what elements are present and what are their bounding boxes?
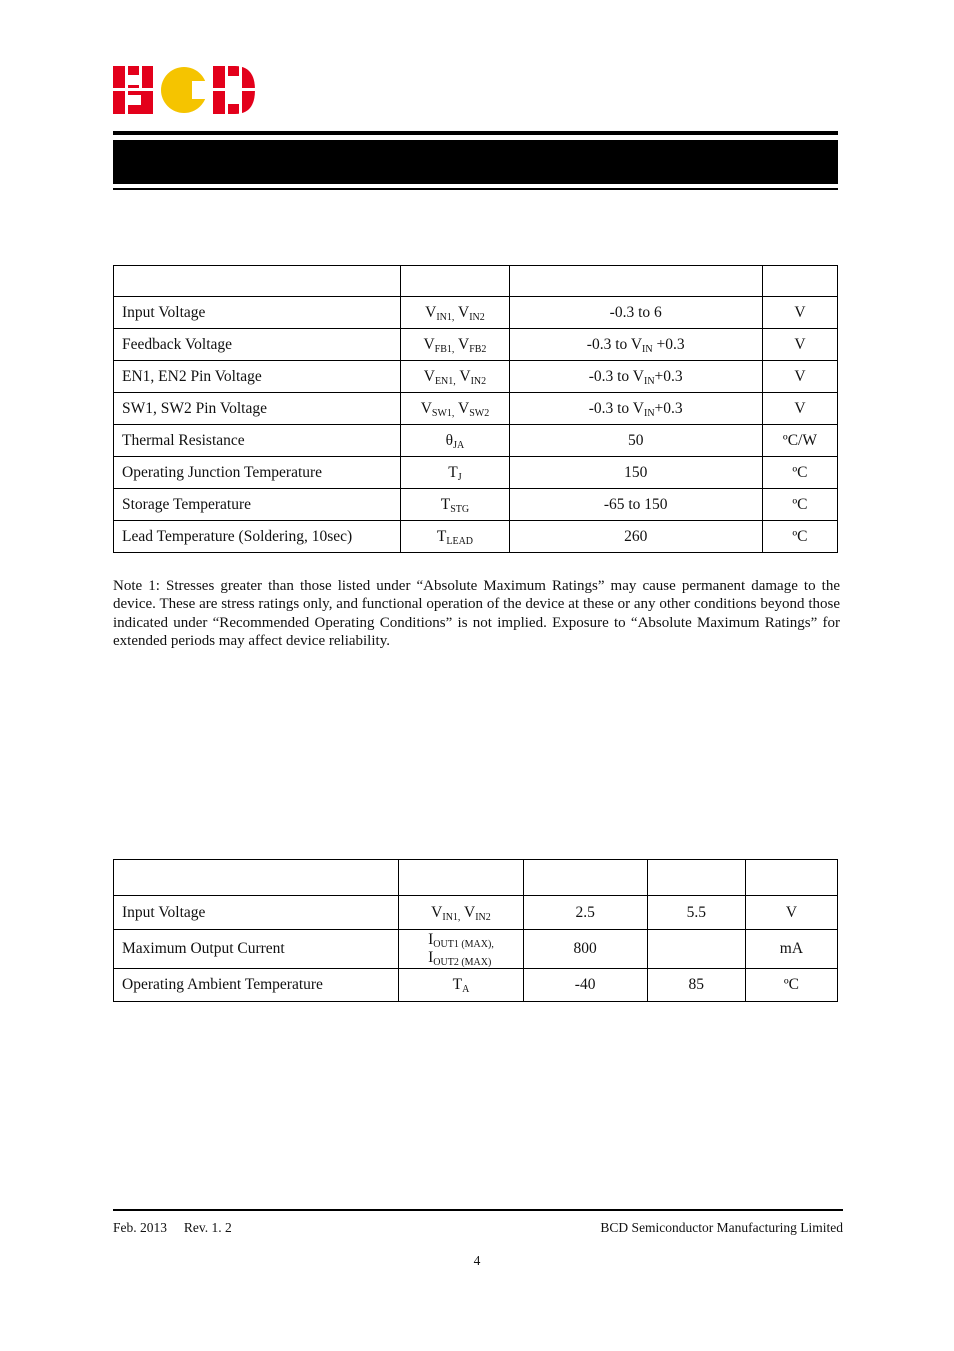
symbol-cell: $V_{IN1,}$ $V_{IN2}$ (401, 297, 509, 329)
value-cell: -0.3 to $V_{IN}+0.3$ (509, 393, 762, 425)
note-paragraph: Note 1: Stresses greater than those listed under “Absolute Maximum Ratings” may cause permanent damage to the device. These are stress ratings only, and functional operation of the device at these or any other conditions beyond those indicated under “Recommended Operating Conditions” is not implied. Exposure to “Absolute Maximum Ratings” for extended periods may affect device reliability. (113, 578, 840, 650)
unit-cell: V (762, 329, 837, 361)
parameter-cell: Input Voltage (114, 297, 401, 329)
header-black-bar (113, 140, 838, 184)
parameter-cell: Maximum Output Current (114, 930, 399, 969)
header-cell (509, 266, 762, 297)
max-cell (647, 930, 745, 969)
table-row (114, 896, 838, 930)
header-cell (647, 860, 745, 896)
unit-cell: ºC (762, 521, 837, 553)
value-suffix: +0.3 (656, 335, 685, 353)
footer-date-revision: Feb. 2013 Rev. 1. 2 (113, 1220, 232, 1235)
table-row (114, 489, 838, 521)
header-cell (745, 860, 837, 896)
symbol-cell: $\theta_{JA}$ (401, 425, 509, 457)
symbol-cell: $T_J$ (401, 457, 509, 489)
header-rule-bottom (113, 188, 838, 190)
max-cell: 5.5 (647, 896, 745, 930)
symbol-cell: $V_{EN1,}$ $V_{IN2}$ (401, 361, 509, 393)
table-header-row (114, 266, 838, 297)
min-cell: -40 (523, 969, 647, 1002)
unit-cell: V (745, 896, 837, 930)
value-cell: 260 (509, 521, 762, 553)
parameter-cell: EN1, EN2 Pin Voltage (114, 361, 401, 393)
unit-cell: ºC (745, 969, 837, 1002)
unit-cell: ºC (762, 457, 837, 489)
value-cell: -65 to 150 (509, 489, 762, 521)
parameter-cell: Operating Junction Temperature (114, 457, 401, 489)
table-row (114, 521, 838, 553)
header-rule-top (113, 131, 838, 135)
parameter-cell: Storage Temperature (114, 489, 401, 521)
header-cell (401, 266, 509, 297)
unit-cell: ºC (762, 489, 837, 521)
header-cell (762, 266, 837, 297)
parameter-cell: Feedback Voltage (114, 329, 401, 361)
symbol-cell: $T_{LEAD}$ (401, 521, 509, 553)
symbol-cell: $T_A$ (399, 969, 523, 1002)
table-row (114, 297, 838, 329)
footer-company: BCD Semiconductor Manufacturing Limited (600, 1220, 843, 1235)
table-header-row (114, 860, 838, 896)
unit-cell: V (762, 393, 837, 425)
value-cell: -0.3 to $V_{IN}+0.3$ (509, 361, 762, 393)
parameter-cell: Operating Ambient Temperature (114, 969, 399, 1002)
header-cell (114, 266, 401, 297)
header-cell (114, 860, 399, 896)
value-suffix: +0.3 (654, 399, 683, 417)
symbol-cell: $T_{STG}$ (401, 489, 509, 521)
unit-cell: V (762, 297, 837, 329)
table-row (114, 329, 838, 361)
table-row (114, 457, 838, 489)
unit-cell: ºC/W (762, 425, 837, 457)
header-cell (399, 860, 523, 896)
value-suffix: +0.3 (654, 367, 683, 385)
max-cell: 85 (647, 969, 745, 1002)
min-cell: 2.5 (523, 896, 647, 930)
page-number: 4 (473, 1253, 481, 1268)
unit-cell: mA (745, 930, 837, 969)
min-cell: 800 (523, 930, 647, 969)
table-row (114, 930, 838, 969)
bcd-logo (113, 66, 255, 114)
parameter-cell: Input Voltage (114, 896, 399, 930)
parameter-cell: Thermal Resistance (114, 425, 401, 457)
value-cell: 150 (509, 457, 762, 489)
symbol-cell: $I_{OUT1 (MAX),}$ $I_{OUT2 (MAX)}$ (399, 930, 523, 969)
value-cell: -0.3 to $V_{IN} +0.3$ (509, 329, 762, 361)
symbol-cell: $V_{SW1,}$ $V_{SW2}$ (401, 393, 509, 425)
value-cell: -0.3 to 6 (509, 297, 762, 329)
unit-cell: V (762, 361, 837, 393)
parameter-cell: Lead Temperature (Soldering, 10sec) (114, 521, 401, 553)
header-cell (523, 860, 647, 896)
parameter-cell: SW1, SW2 Pin Voltage (114, 393, 401, 425)
table-row (114, 393, 838, 425)
table-row (114, 425, 838, 457)
value-cell: 50 (509, 425, 762, 457)
footer-rule (113, 1209, 843, 1211)
symbol-cell: $V_{FB1,}$ $V_{FB2}$ (401, 329, 509, 361)
symbol-cell: $V_{IN1,}$ $V_{IN2}$ (399, 896, 523, 930)
table-row (114, 361, 838, 393)
table-row (114, 969, 838, 1002)
absolute-maximum-ratings-table (113, 265, 838, 553)
recommended-operating-conditions-table (113, 859, 838, 1002)
